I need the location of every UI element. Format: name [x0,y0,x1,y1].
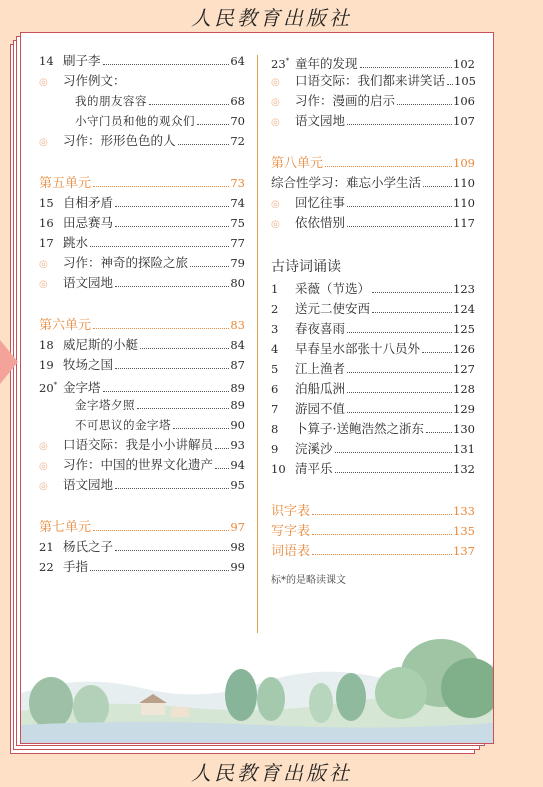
toc-entry-title: 习作例文： [63,73,126,88]
circle-bullet-icon: ◎ [39,461,48,472]
page-number: 90 [230,418,245,432]
page-number: 133 [453,504,475,518]
dot-leader [149,104,229,105]
lesson-number [39,335,63,355]
toc-entry-title: 春夜喜雨 [295,321,346,336]
page-number: 77 [230,236,245,250]
dot-leader [93,530,229,531]
toc-entry-title: 杨氏之子 [63,539,114,554]
lesson-number [271,439,295,459]
lesson-number [271,319,295,339]
toc-unit-heading[interactable] [271,153,475,173]
dot-leader [178,144,230,145]
toc-unit-heading[interactable] [39,517,245,537]
lesson-number-text: 22 [39,560,54,574]
toc-entry[interactable] [271,339,475,359]
toc-entry[interactable] [39,91,245,111]
dot-leader [197,124,229,125]
toc-entry[interactable] [39,375,245,395]
page-number: 83 [230,318,245,332]
section-spacer [271,131,475,153]
lesson-number-text: 19 [39,358,54,372]
lesson-number-text: 21 [39,540,54,554]
toc-unit-heading[interactable] [271,541,475,561]
toc-entry-title: 第五单元 [39,176,92,191]
toc-entry-title: 浣溪沙 [295,441,333,456]
toc-entry-title: 威尼斯的小艇 [63,337,139,352]
toc-entry-title: 田忌赛马 [63,215,114,230]
toc-entry[interactable] [39,213,245,233]
dot-leader [347,372,452,373]
circle-bullet-icon: ◎ [39,77,48,88]
page-number: 124 [453,302,475,316]
page-number: 127 [453,362,475,376]
page-number: 80 [230,276,245,290]
dot-leader [115,488,229,489]
toc-right-column [271,51,475,591]
lesson-number [39,213,63,233]
toc-entry[interactable] [271,51,475,71]
dot-leader [360,67,453,68]
toc-entry[interactable] [39,71,245,91]
circle-bullet-icon: ◎ [271,97,280,108]
page-number: 74 [230,196,245,210]
page-number: 137 [453,544,475,558]
toc-entry-title: 跳水 [63,235,89,250]
footnote: 标*的是略读课文 [271,575,346,586]
dot-leader [372,292,452,293]
dot-leader [347,392,452,393]
dot-leader [312,534,452,535]
dot-leader [190,266,229,267]
toc-entry-title: 第七单元 [39,520,92,535]
toc-entry-title: 习作：神奇的探险之旅 [63,255,189,270]
lesson-number-text: 23 [271,56,286,71]
dot-leader [90,570,229,571]
lesson-number [271,399,295,419]
toc-entry[interactable] [39,233,245,253]
section-spacer [271,233,475,255]
dot-leader [423,186,452,187]
dot-leader [397,104,452,105]
toc-entry-title: 语文园地 [295,113,346,128]
toc-entry-title: 牧场之国 [63,357,114,372]
circle-bullet-icon: ◎ [39,279,48,290]
toc-entry[interactable] [271,439,475,459]
lesson-number-text: 16 [39,216,54,230]
circle-bullet-icon: ◎ [39,481,48,492]
page-number: 89 [230,380,245,395]
lesson-number-text: 15 [39,196,54,210]
lesson-number-text: 5 [271,362,279,376]
dot-leader [173,428,229,429]
lesson-number [271,359,295,379]
dot-leader [115,368,229,369]
lesson-number [271,379,295,399]
toc-entry-title: 第六单元 [39,318,92,333]
toc-entry[interactable] [271,419,475,439]
toc-entry-title: 语文园地 [63,275,114,290]
toc-entry-title: 泊船瓜洲 [295,381,346,396]
toc-entry[interactable] [271,71,475,91]
toc-entry[interactable] [271,173,475,193]
lesson-number-text: 3 [271,322,279,336]
toc-entry-title: 游园不值 [295,401,346,416]
lesson-number-text: 4 [271,342,279,356]
lesson-number [39,557,63,577]
toc-entry-title: 口语交际：我是小小讲解员 [63,437,214,452]
toc-entry[interactable] [271,279,475,299]
toc-entry-title: 采薇（节选） [295,281,371,296]
circle-bullet-icon: ◎ [39,137,48,148]
lesson-number-text: 1 [271,282,279,296]
publisher-logo-top: 人民教育出版社 [191,6,352,30]
toc-entry[interactable] [271,193,475,213]
toc-unit-heading[interactable] [39,315,245,335]
lesson-number-text: 14 [39,54,54,68]
toc-entry-title: 卜算子·送鲍浩然之浙东 [295,421,424,436]
page-number: 131 [453,442,475,456]
toc-entry-title: 金字塔夕照 [75,398,135,412]
page-number: 68 [230,94,245,108]
toc-entry-title: 刷子李 [63,53,101,68]
dot-leader [335,472,453,473]
dot-leader [115,206,229,207]
toc-entry[interactable] [39,335,245,355]
toc-left-column [39,51,245,577]
lesson-number-text: 7 [271,402,279,416]
toc-entry[interactable] [39,475,245,495]
landscape-illustration [21,633,493,743]
toc-entry[interactable] [39,193,245,213]
table-of-contents-page [20,32,494,744]
dot-leader [215,448,229,449]
dot-leader [140,348,229,349]
toc-entry-title: 回忆往事 [295,195,346,210]
toc-entry-title: 第八单元 [271,156,324,171]
toc-entry-title: 依依惜别 [295,215,346,230]
page-number: 97 [230,520,245,534]
toc-entry-title: 童年的发现 [295,55,358,71]
lesson-number [271,459,295,479]
page-number: 102 [453,56,475,71]
page-number: 98 [230,540,245,554]
skim-reading-mark: * [53,381,58,389]
lesson-number [39,51,63,71]
toc-entry[interactable] [271,399,475,419]
toc-entry-title: 口语交际：我们都来讲笑话 [295,73,446,88]
page-number: 79 [230,256,245,270]
toc-entry[interactable] [39,415,245,435]
lesson-number-text: 2 [271,302,279,316]
page-number: 94 [230,458,245,472]
toc-entry[interactable] [271,111,475,131]
lesson-number-text: 17 [39,236,54,250]
toc-entry-title: 识字表 [271,504,311,519]
page-marker-arrow [0,340,18,384]
page-number: 117 [453,216,475,230]
toc-entry-title: 自相矛盾 [63,195,114,210]
toc-entry-title: 写字表 [271,524,311,539]
toc-entry[interactable] [39,537,245,557]
dot-leader [422,352,452,353]
toc-entry-title: 习作：形形色色的人 [63,133,176,148]
page-number: 99 [230,560,245,574]
dot-leader [447,84,453,85]
page-number: 106 [453,94,475,108]
page-number: 95 [230,478,245,492]
dot-leader [347,412,452,413]
dot-leader [115,550,229,551]
dot-leader [137,408,229,409]
dot-leader [93,186,229,187]
page-number: 126 [453,342,475,356]
toc-unit-heading[interactable] [39,173,245,193]
page-number: 84 [230,338,245,352]
page-number: 125 [453,322,475,336]
toc-entry[interactable] [39,557,245,577]
toc-entry-title: 综合性学习：难忘小学生活 [271,175,422,190]
toc-entry[interactable] [39,111,245,131]
toc-entry-title: 清平乐 [295,461,333,476]
toc-entry[interactable] [271,213,475,233]
circle-bullet-icon: ◎ [271,219,280,230]
page-number: 128 [453,382,475,396]
page-number: 110 [453,176,475,190]
page-number: 105 [454,74,476,88]
page-number: 132 [453,462,475,476]
lesson-number [39,193,63,213]
circle-bullet-icon: ◎ [271,77,280,88]
toc-entry[interactable] [39,131,245,151]
lesson-number [271,51,295,74]
page-number: 87 [230,358,245,372]
page-number: 72 [230,134,245,148]
dot-leader [372,312,452,313]
page-number: 110 [453,196,475,210]
page-number: 123 [453,282,475,296]
lesson-number [271,419,295,439]
section-spacer [271,479,475,501]
toc-entry[interactable] [271,319,475,339]
dot-leader [312,514,452,515]
toc-entry[interactable] [39,273,245,293]
section-spacer [39,293,245,315]
lesson-number-text: 20 [39,380,54,395]
dot-leader [347,226,452,227]
lesson-number [39,375,63,398]
page-number: 75 [230,216,245,230]
page-number: 135 [453,524,475,538]
dot-leader [347,124,452,125]
lesson-number-text: 18 [39,338,54,352]
toc-entry-title: 早春呈水部张十八员外 [295,341,421,356]
lesson-number [271,339,295,359]
toc-entry-title: 小守门员和他的观众们 [75,114,195,128]
page-number: 109 [453,156,475,170]
circle-bullet-icon: ◎ [271,117,280,128]
dot-leader [347,332,452,333]
publisher-logo-bottom: 人民教育出版社 [191,761,352,785]
toc-entry-title: 不可思议的金字塔 [75,418,171,432]
lesson-number [39,233,63,253]
dot-leader [215,468,229,469]
lesson-number [39,355,63,375]
section-spacer [271,561,475,571]
dot-leader [312,554,452,555]
toc-entry-title: 习作：中国的世界文化遗产 [63,457,214,472]
page-number: 93 [230,438,245,452]
toc-entry-title: 金字塔 [63,379,101,395]
toc-entry-title: 江上渔者 [295,361,346,376]
page-number: 130 [453,422,475,436]
lesson-number-text: 9 [271,442,279,456]
toc-entry[interactable] [39,395,245,415]
toc-unit-heading[interactable] [271,501,475,521]
toc-entry[interactable] [39,51,245,71]
circle-bullet-icon: ◎ [271,199,280,210]
toc-entry[interactable] [271,459,475,479]
dot-leader [115,286,229,287]
toc-entry[interactable] [271,359,475,379]
dot-leader [115,226,229,227]
dot-leader [93,328,229,329]
toc-entry[interactable] [39,253,245,273]
page-number: 70 [230,114,245,128]
page-number: 73 [230,176,245,190]
section-spacer [39,151,245,173]
toc-entry-title: 习作：漫画的启示 [295,93,396,108]
dot-leader [347,206,452,207]
lesson-number [271,299,295,319]
lesson-number [271,279,295,299]
toc-entry[interactable] [39,455,245,475]
toc-entry-title: 送元二使安西 [295,301,371,316]
dot-leader [103,64,230,65]
dot-leader [325,166,452,167]
page-number: 89 [230,398,245,412]
dot-leader [90,246,229,247]
lesson-number-text: 10 [271,462,286,476]
toc-unit-heading[interactable] [271,521,475,541]
circle-bullet-icon: ◎ [39,441,48,452]
lesson-number-text: 8 [271,422,279,436]
toc-entry[interactable] [39,355,245,375]
dot-leader [103,391,230,392]
toc-entry[interactable] [271,379,475,399]
page-number: 64 [230,54,245,68]
section-spacer [39,495,245,517]
toc-entry[interactable] [39,435,245,455]
circle-bullet-icon: ◎ [39,259,48,270]
page-number: 129 [453,402,475,416]
toc-entry-title: 手指 [63,559,89,574]
dot-leader [426,432,452,433]
lesson-number-text: 6 [271,382,279,396]
lesson-number [39,537,63,557]
dot-leader [335,452,453,453]
page-number: 107 [453,114,475,128]
section-title: 古诗词诵读 [271,259,341,275]
toc-entry-title: 语文园地 [63,477,114,492]
toc-entry[interactable] [271,91,475,111]
toc-entry-title: 词语表 [271,544,311,559]
skim-reading-mark: * [285,57,290,65]
column-divider [257,55,258,705]
toc-entry-title: 我的朋友容容 [75,94,147,108]
toc-entry[interactable] [271,299,475,319]
